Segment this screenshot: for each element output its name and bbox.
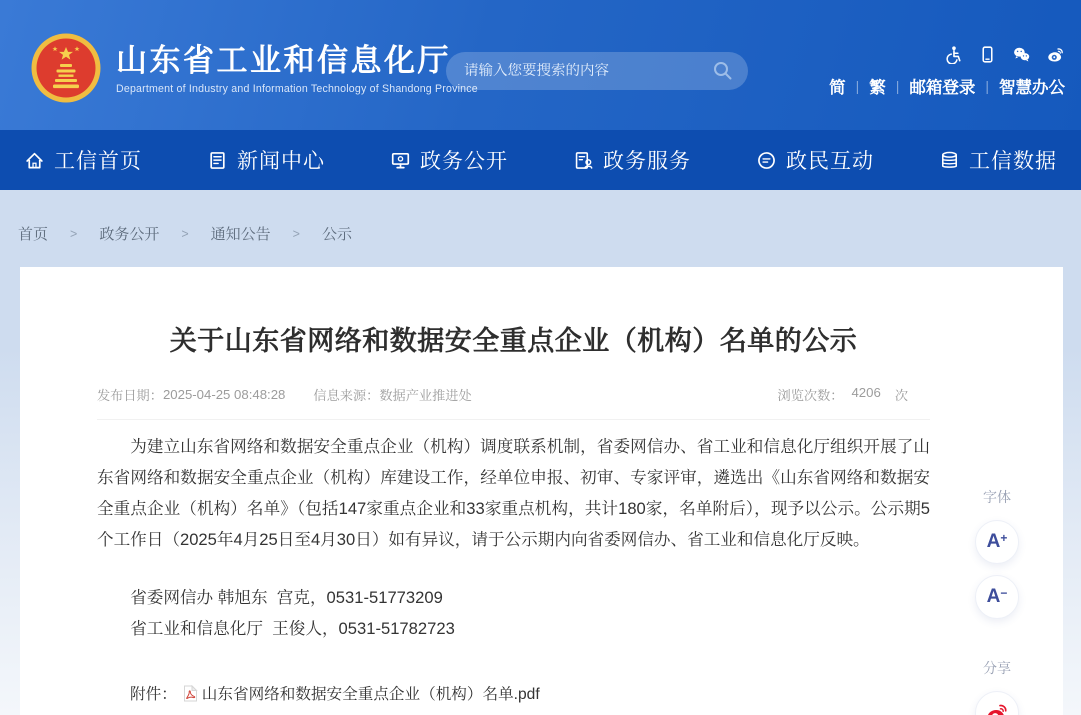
nav-label: 新闻中心 [237,150,325,173]
meta-divider [97,419,930,420]
article-card [20,267,1063,715]
search-icon[interactable] [712,60,734,82]
site-subtitle: Department of Industry and Information Technology of Shandong Province [116,83,478,95]
contact-line: 省工业和信息化厅 王俊人，0531-51782723 [130,619,455,638]
attachment-row [97,682,930,704]
breadcrumb-separator: > [70,226,78,241]
search-box [446,52,748,90]
search-input[interactable] [464,63,712,79]
smart-office-link[interactable]: 智慧办公 [999,79,1065,97]
breadcrumb-current: 公示 [321,226,352,243]
utility-icons [830,44,1065,64]
font-size-label: 字体 [983,489,1011,505]
pdf-icon [183,685,198,702]
mobile-icon[interactable] [978,45,997,64]
nav-item-gov-service[interactable] [573,145,691,175]
weibo-icon[interactable] [1046,45,1065,64]
breadcrumb-separator: > [181,226,189,241]
font-increase-button[interactable] [975,520,1019,564]
national-emblem-logo [30,32,102,104]
article-content [97,267,930,704]
nav-item-news[interactable] [207,145,325,175]
lower-area [0,190,1081,715]
font-decrease-letter: A [986,586,1001,607]
separator: | [895,78,900,94]
separator: | [855,78,860,94]
breadcrumb-gov-open[interactable]: 政务公开 [99,226,160,243]
database-icon [939,150,960,171]
interact-icon [756,150,777,171]
site-title: 山东省工业和信息化厅 [116,43,451,78]
lang-simplified-link[interactable]: 简 [829,79,846,97]
nav-label: 政务服务 [603,150,691,173]
site-title-block [116,44,478,95]
attachment-label: 附件： [130,686,177,703]
header-utility [830,44,1065,98]
article-title: 关于山东省网络和数据安全重点企业（机构）名单的公示 [169,326,858,356]
breadcrumb-notices[interactable]: 通知公告 [210,226,271,243]
publish-date: 2025-04-25 08:48:28 [162,387,286,402]
source-label: 信息来源： [313,388,380,403]
share-label: 分享 [983,660,1011,676]
mail-login-link[interactable]: 邮箱登录 [909,79,976,97]
article-paragraph: 为建立山东省网络和数据安全重点企业（机构）调度联系机制，省委网信办、省工业和信息化厅组织开展了山东省网络和数据安全重点企业（机构）库建设工作，经单位申报、初审、专家评审，遴选出《山东省网络和数据安全重点企业（机构）名单》（包括147家重点企业和33家重点机构，共计180家，名单附后），现予以公示。公示期5个工作日（2025年4月25日至4月30日）如有异议，请于公示期内向省委网信办、省工业和信息化厅反映。 [97,437,930,549]
source-value: 数据产业推进处 [379,388,472,403]
lang-traditional-link[interactable]: 繁 [869,79,886,97]
views-count: 4206 [851,385,881,400]
nav-item-home[interactable] [24,145,142,175]
contact-line: 省委网信办 韩旭东 宫克，0531-51773209 [130,588,443,607]
side-toolbar [971,487,1023,715]
share-weibo-button[interactable] [975,691,1019,715]
monitor-icon [390,150,411,171]
minus-sign: − [1000,586,1008,600]
breadcrumb [0,190,1081,244]
views-label: 浏览次数： [777,388,844,403]
nav-label: 政民互动 [786,150,874,173]
article-meta [97,385,930,404]
plus-sign: + [1000,531,1008,545]
news-icon [207,150,228,171]
utility-links [830,74,1065,98]
attachment-link[interactable]: 山东省网络和数据安全重点企业（机构）名单.pdf [201,686,540,703]
separator: | [985,78,989,94]
nav-item-data[interactable] [939,145,1057,175]
service-icon [573,150,594,171]
main-nav [0,130,1081,190]
views-group [778,385,930,404]
views-unit: 次 [894,388,908,403]
nav-label: 政务公开 [420,150,508,173]
nav-label: 工信数据 [969,150,1057,173]
nav-item-gov-open[interactable] [390,145,508,175]
breadcrumb-home[interactable]: 首页 [18,226,49,243]
nav-label: 工信首页 [54,150,142,173]
site-header [0,0,1081,130]
accessibility-icon[interactable] [944,45,963,64]
nav-item-interact[interactable] [756,145,874,175]
weibo-share-icon [985,701,1009,715]
font-decrease-button[interactable] [975,575,1019,619]
publish-date-label: 发布日期： [97,388,163,403]
font-increase-letter: A [986,531,1001,552]
wechat-icon[interactable] [1012,45,1031,64]
home-icon [24,150,45,171]
breadcrumb-separator: > [292,226,300,241]
